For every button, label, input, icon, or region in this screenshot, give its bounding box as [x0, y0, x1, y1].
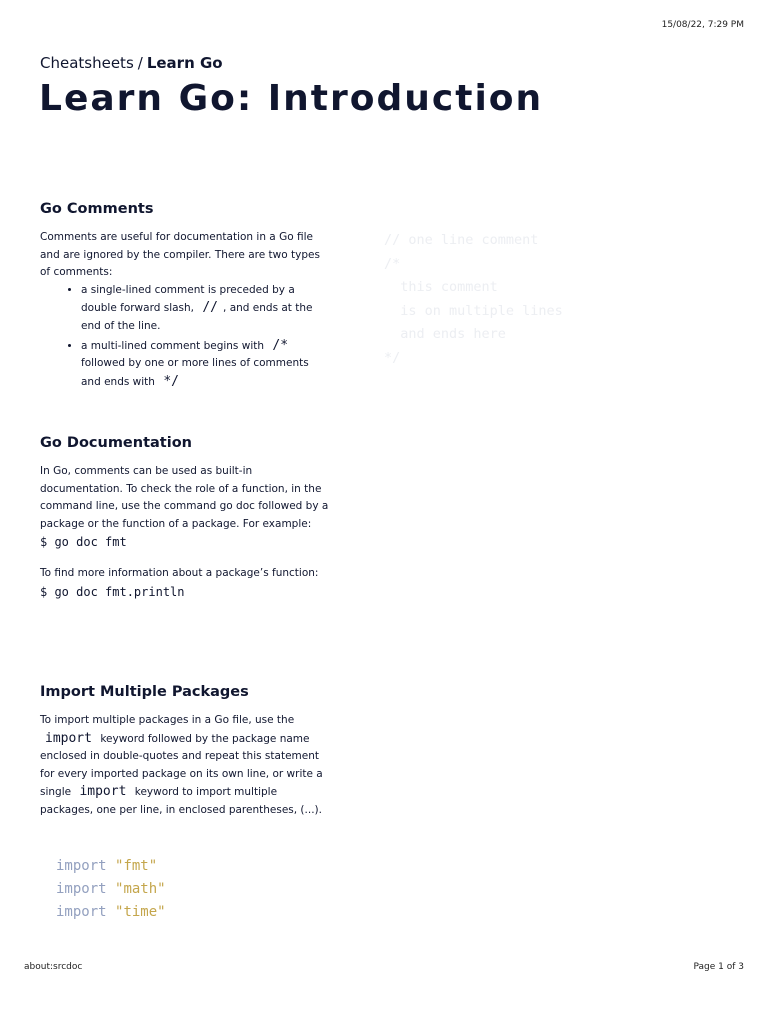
import-packages-description: To import multiple packages in a Go file, use the import keyword followed by the package name enclosed in double-quotes and repeat this statement for every imported package on its own line, or write a single import keyword to import multiple packages, one per line, in enclosed parentheses, (...). — [40, 714, 323, 816]
breadcrumb-cheatsheets-link[interactable]: Cheatsheets — [40, 54, 134, 72]
breadcrumb — [40, 54, 223, 72]
inline-code-import-keyword-2: import — [79, 784, 127, 799]
go-doc-fmt-command: $ go doc fmt — [40, 535, 127, 549]
go-documentation-description — [40, 463, 330, 601]
go-documentation-text: In Go, comments can be used as built-in documentation. To check the role of a function, in the command line, use the command go doc followed by a package or the function of a package. For example: — [40, 465, 329, 530]
go-doc-println-command: $ go doc fmt.println — [40, 584, 185, 599]
import-code-example — [56, 855, 166, 925]
print-url: about:srcdoc — [24, 962, 83, 972]
breadcrumb-learn-go-link[interactable]: Learn Go — [146, 54, 223, 72]
import-packages-heading: Import Multiple Packages — [40, 684, 249, 700]
code-line-import-math: import "math" — [56, 881, 166, 898]
code-line-import-fmt: import "fmt" — [56, 858, 158, 874]
inline-code-double-slash: // — [202, 300, 219, 315]
page-number: Page 1 of 3 — [693, 962, 744, 972]
go-comments-heading: Go Comments — [40, 201, 154, 217]
list-item-multi-line-comment: • a multi-lined comment begins with /* followed by one or more lines of comments and ends with */ — [81, 337, 330, 392]
go-comments-intro: Comments are useful for documentation in a Go file and are ignored by the compiler. There are two types of comments: — [40, 231, 320, 278]
inline-code-comment-start: /* — [272, 337, 289, 353]
inline-code-import-keyword: import — [45, 730, 92, 746]
go-comments-description — [40, 229, 330, 393]
inline-code-comment-end: */ — [163, 373, 179, 389]
go-documentation-function-text: To find more information about a package’s function: — [40, 567, 319, 579]
go-documentation-heading: Go Documentation — [40, 435, 192, 451]
code-line-import-time: import "time" — [56, 904, 166, 921]
page-title: Learn Go: Introduction — [39, 78, 544, 119]
breadcrumb-separator: / — [137, 54, 143, 72]
print-date: 15/08/22, 7:29 PM — [661, 20, 744, 30]
comments-code-example: // one line comment /* this comment is on multiple lines and ends here */ — [384, 232, 563, 366]
list-item-single-line-comment: • a single-lined comment is preceded by a double forward slash, // , and ends at the end of the line. — [81, 282, 330, 336]
comment-types-list — [40, 282, 330, 392]
